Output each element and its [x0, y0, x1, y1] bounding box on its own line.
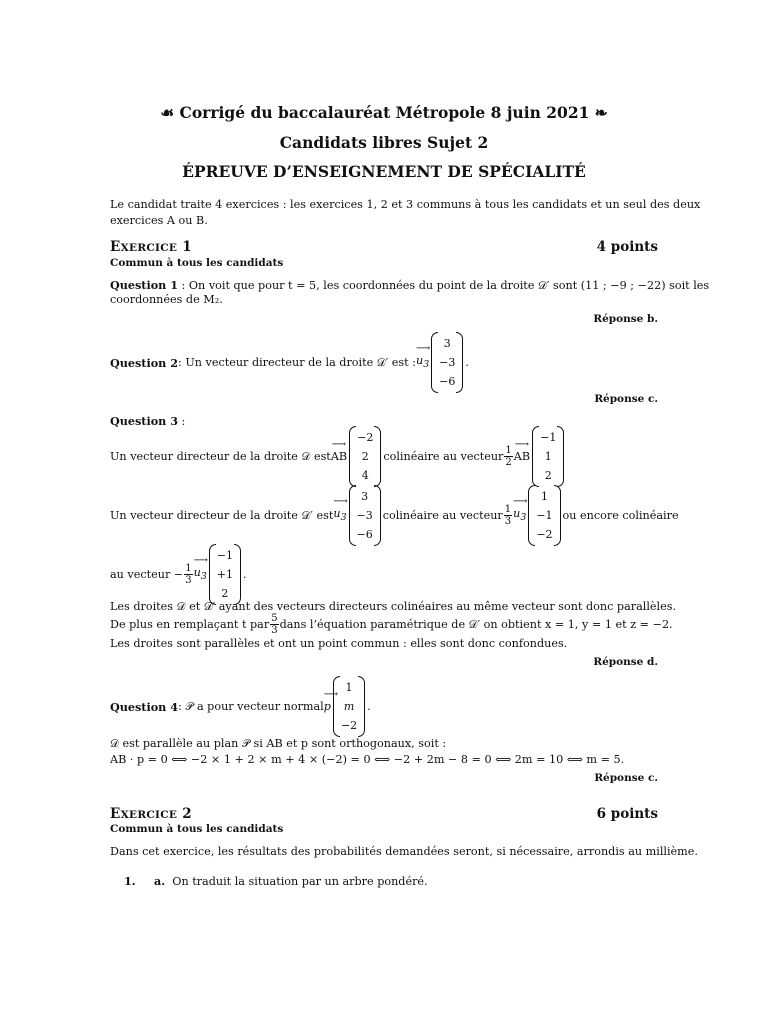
fraction-third: $\frac{1}{3}$ — [504, 504, 512, 527]
vector-u3-d: ⟶ $u_3$ — [194, 566, 207, 582]
intro-line-1: Le candidat traite 4 exercices : les exercices 1, 2 et 3 communs à tous les candidats et un seul des deux — [110, 198, 701, 211]
exercise-1-title: EXERCICE 1 — [110, 239, 192, 255]
vector-p-coords: 1 m −2 — [333, 676, 365, 737]
q3-line-3: au vecteur − $\frac{1}{3}$ ⟶ $u_3$ −1 +1 2 . — [110, 544, 247, 605]
q3-para-1: Les droites 𝒟 et 𝒟′ ayant des vecteurs directeurs colinéaires au même vecteur sont donc parallèles. — [110, 600, 677, 613]
q4-para-1: 𝒟 est parallèle au plan 𝒫 si AB et p sont orthogonaux, soit : — [110, 737, 447, 750]
q1-text-2: coordonnées de M₂. — [110, 293, 223, 306]
vector-u3-coords: 3 −3 −6 — [431, 332, 463, 393]
doc-heading: ÉPREUVE D’ENSEIGNEMENT DE SPÉCIALITÉ — [182, 162, 586, 181]
exercise-2-title: EXERCICE 2 — [110, 806, 192, 822]
q4-answer: Réponse c. — [594, 772, 658, 784]
q3-para-2: De plus en remplaçant t par $\frac{5}{3}$ dans l’équation paramétrique de 𝒟′ on obtient x = 1, y = 1 et z = −2. — [110, 613, 673, 636]
vector-u3-coords-b: 3 −3 −6 — [349, 485, 381, 546]
q3-line-2: Un vecteur directeur de la droite 𝒟′ est ⟶ $u_3$ 3 −3 −6 colinéaire au vecteur $\frac{1}{3}$ ⟶ $u_3$ 1 −1 −2 ou encore colinéaire — [110, 485, 679, 546]
exercise-2-subtitle: Commun à tous les candidats — [110, 823, 284, 835]
vector-u3: ⟶ $u_3$ — [416, 354, 429, 370]
item-1a: a. On traduit la situation par un arbre pondéré. — [154, 874, 428, 888]
q3-line-1: Un vecteur directeur de la droite 𝒟 est ⟶ AB −2 2 4 colinéaire au vecteur $\frac{1}{2}$ ⟶ AB −1 1 2 — [110, 426, 566, 487]
q1-answer: Réponse b. — [593, 313, 658, 325]
vector-ab-coords: −2 2 4 — [349, 426, 381, 487]
q2-answer: Réponse c. — [594, 393, 658, 405]
exercise-2-intro: Dans cet exercice, les résultats des probabilités demandées seront, si nécessaire, arrondis au millième. — [110, 845, 698, 858]
q4-line: Question 4 : 𝒫 a pour vecteur normal ⟶ p 1 m −2 . — [110, 676, 371, 737]
exercise-1-subtitle: Commun à tous les candidats — [110, 257, 284, 269]
q2-line: Question 2 : Un vecteur directeur de la droite 𝒟′ est : ⟶ $u_3$ 3 −3 −6 . — [110, 332, 469, 393]
vector-neg-third-u3-coords: −1 +1 2 — [209, 544, 241, 605]
fraction-five-thirds: $\frac{5}{3}$ — [271, 613, 278, 636]
q3-label: Question 3 : — [110, 414, 186, 428]
vector-ab: ⟶ AB — [331, 450, 347, 463]
q1-text: Question 1 : On voit que pour t = 5, les coordonnées du point de la droite 𝒟′ sont (11 ; −9 ; −22) soit les — [110, 278, 710, 292]
vector-p: ⟶ p — [324, 700, 331, 713]
fraction-third-b: $\frac{1}{3}$ — [185, 563, 192, 586]
doc-title: ☙ Corrigé du baccalauréat Métropole 8 juin 2021 ❧ — [160, 103, 608, 122]
vector-u3-b: ⟶ $u_3$ — [333, 507, 346, 523]
q4-para-2: AB · p = 0 ⟺ −2 × 1 + 2 × m + 4 × (−2) = 0 ⟺ −2 + 2m − 8 = 0 ⟺ 2m = 10 ⟺ m = 5. — [110, 753, 625, 766]
exercise-2-points: 6 points — [596, 806, 658, 822]
vector-half-ab-coords: −1 1 2 — [532, 426, 564, 487]
item-1-number: 1. — [124, 874, 136, 888]
intro-line-2: exercices A ou B. — [110, 214, 208, 227]
vector-ab-2: ⟶ AB — [514, 450, 530, 463]
doc-subtitle: Candidats libres Sujet 2 — [279, 133, 489, 152]
exercise-1-points: 4 points — [596, 239, 658, 255]
vector-third-u3-coords: 1 −1 −2 — [528, 485, 560, 546]
vector-u3-c: ⟶ $u_3$ — [513, 507, 526, 523]
q3-answer: Réponse d. — [593, 656, 658, 668]
fraction-half: $\frac{1}{2}$ — [505, 445, 512, 468]
q3-para-3: Les droites sont parallèles et ont un point commun : elles sont donc confondues. — [110, 637, 568, 650]
